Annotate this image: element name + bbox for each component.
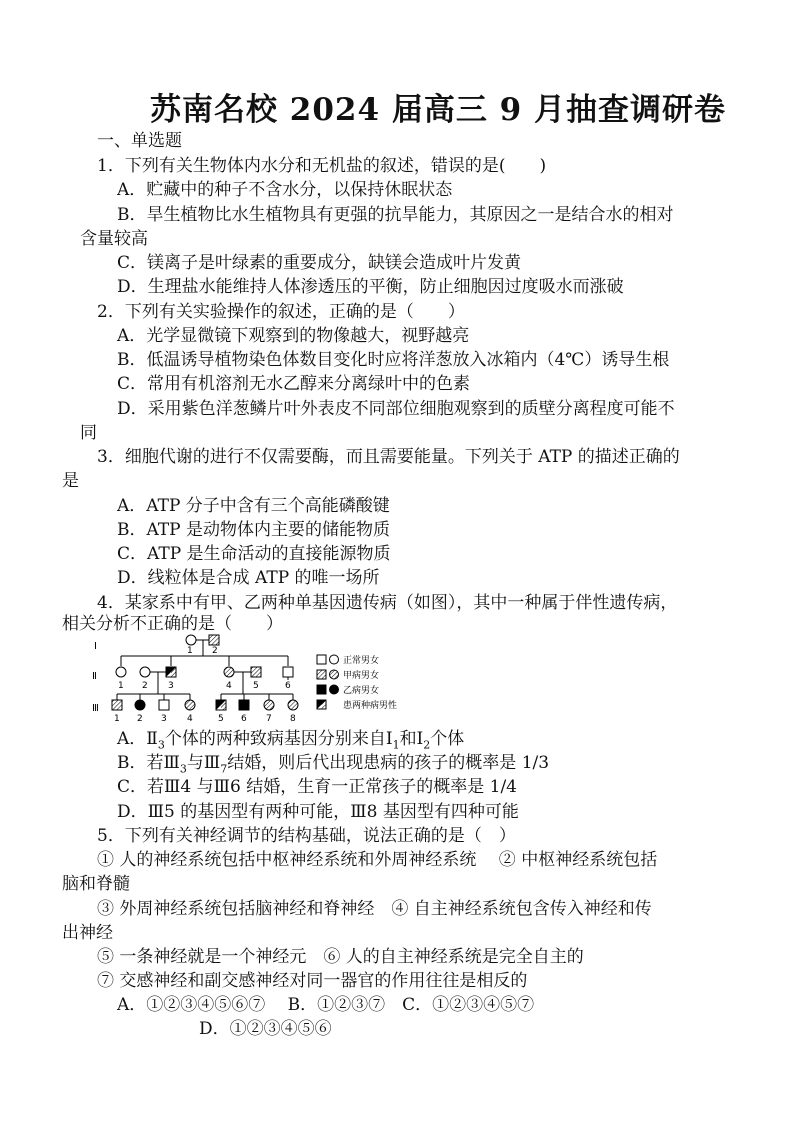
q1-option-d: D．生理盐水能维持人体渗透压的平衡，防止细胞因过度吸水而涨破 xyxy=(117,277,624,297)
ii1-female-normal xyxy=(116,667,126,677)
iii2-female-yi xyxy=(135,700,145,710)
ii5-male-jia xyxy=(251,667,261,677)
q5-statement-line-3: ③ 外周神经系统包括脑神经和脊神经 ④ 自主神经系统包含传入神经和传 xyxy=(97,899,652,919)
ii2-number: 2 xyxy=(142,681,148,691)
iii6-number: 6 xyxy=(241,714,247,724)
iii5-number: 5 xyxy=(218,714,224,724)
iii5-male-both xyxy=(216,700,226,710)
q4-stem-cont: 相关分析不正确的是（ ） xyxy=(62,614,283,634)
q5-statement-line-2: 脑和脊髓 xyxy=(62,874,130,894)
ii1-number: 1 xyxy=(118,681,124,691)
q2-option-d: D．采用紫色洋葱鳞片叶外表皮不同部位细胞观察到的质壁分离程度可能不 xyxy=(117,399,675,419)
legend-female-jia xyxy=(330,670,339,679)
i1-female-normal xyxy=(186,635,196,645)
q3-stem-cont: 是 xyxy=(62,471,79,491)
q1-option-b: B．旱生植物比水生植物具有更强的抗旱能力，其原因之一是结合水的相对 xyxy=(117,205,674,225)
q2-option-c: C．常用有机溶剂无水乙醇来分离绿叶中的色素 xyxy=(117,374,471,394)
q4-stem: 4．某家系中有甲、乙两种单基因遗传病（如图），其中一种属于伴性遗传病， xyxy=(97,593,678,613)
legend-yi-label: 乙病男女 xyxy=(343,686,380,696)
q2-option-b: B．低温诱导植物染色体数目变化时应将洋葱放入冰箱内（4℃）诱导生根 xyxy=(117,350,670,370)
legend-male-normal xyxy=(317,655,326,664)
q5-statement-line-5: ⑤ 一条神经就是一个神经元 ⑥ 人的自主神经系统是完全自主的 xyxy=(97,947,584,967)
q5-options-abc: A．①②③④⑤⑥⑦ B．①②③⑦ C．①②③④⑤⑦ xyxy=(117,995,535,1015)
legend-female-normal xyxy=(330,655,339,664)
exam-title: 苏南名校 2024 届高三 9 月抽查调研卷 xyxy=(150,92,727,128)
legend-normal-label: 正常男女 xyxy=(343,656,380,666)
q1-stem: 1．下列有关生物体内水分和无机盐的叙述，错误的是( ) xyxy=(97,156,547,176)
section-heading: 一、单选题 xyxy=(97,131,182,151)
q3-option-a: A．ATP 分子中含有三个高能磷酸键 xyxy=(117,496,390,516)
ii6-male-normal xyxy=(283,667,293,677)
gen-label-ii: Ⅱ xyxy=(92,671,97,682)
legend-both-label: 患两种病男性 xyxy=(343,701,398,711)
q4-option-c: C．若Ⅲ4 与Ⅲ6 结婚，生育一正常孩子的概率是 1/4 xyxy=(117,777,517,797)
i2-number: 2 xyxy=(212,646,218,656)
legend-male-jia xyxy=(317,670,326,679)
iii2-number: 2 xyxy=(137,714,143,724)
legend-female-yi xyxy=(330,685,339,694)
iii3-male-normal xyxy=(159,700,169,710)
i1-number: 1 xyxy=(187,646,193,656)
q4-option-d: D．Ⅲ5 的基因型有两种可能，Ⅲ8 基因型有四种可能 xyxy=(117,802,519,822)
q1-option-b-cont: 含量较高 xyxy=(80,229,148,249)
iii4-female-jia xyxy=(185,700,195,710)
iii1-number: 1 xyxy=(114,714,120,724)
ii3-number: 3 xyxy=(168,681,174,691)
ii6-number: 6 xyxy=(285,681,291,691)
q3-stem: 3．细胞代谢的进行不仅需要酶，而且需要能量。下列关于 ATP 的描述正确的 xyxy=(97,447,680,467)
q2-option-a: A．光学显微镜下观察到的物像越大，视野越亮 xyxy=(117,326,470,346)
q3-option-c: C．ATP 是生命活动的直接能源物质 xyxy=(117,544,391,564)
q5-statement-line-4: 出神经 xyxy=(62,923,113,943)
iii7-female-jia xyxy=(264,700,274,710)
ii2-female-normal xyxy=(140,667,150,677)
q1-option-c: C．镁离子是叶绿素的重要成分，缺镁会造成叶片发黄 xyxy=(117,253,522,273)
iii3-number: 3 xyxy=(161,714,167,724)
gen-i-group xyxy=(121,635,288,656)
i2-male-jia xyxy=(209,635,219,645)
legend-male-yi xyxy=(317,685,326,694)
ii3-male-both xyxy=(166,667,176,677)
q4-option-b: B．若$Ⅲ_3$与$Ⅲ_7$结婚，则后代出现患病的孩子的概率是 1/3 xyxy=(117,753,550,776)
ii4-number: 4 xyxy=(226,681,232,691)
pedigree-chart xyxy=(88,628,408,728)
gen-label-iii: Ⅲ xyxy=(92,703,99,714)
q1-option-a: A．贮藏中的种子不含水分，以保持休眠状态 xyxy=(117,180,453,200)
gen-label-i: I xyxy=(94,641,97,652)
iii4-number: 4 xyxy=(187,714,193,724)
ii5-number: 5 xyxy=(253,681,259,691)
gen-iii-group xyxy=(112,672,298,724)
q3-option-d: D．线粒体是合成 ATP 的唯一场所 xyxy=(117,568,380,588)
q4-option-a: A．$Ⅱ_3$个体的两种致病基因分别来自$I_1$和$I_2$个体 xyxy=(117,729,465,752)
legend-jia-label: 甲病男女 xyxy=(343,671,380,681)
q5-statement-line-6: ⑦ 交感神经和副交感神经对同一器官的作用往往是相反的 xyxy=(97,971,528,991)
q5-statement-line-1: ① 人的神经系统包括中枢神经系统和外周神经系统 ② 中枢神经系统包括 xyxy=(97,850,658,870)
ii4-female-jia xyxy=(224,667,234,677)
pedigree-legend xyxy=(317,654,397,711)
q2-stem: 2．下列有关实验操作的叙述，正确的是（ ） xyxy=(97,302,465,322)
iii7-number: 7 xyxy=(266,714,272,724)
iii6-male-yi xyxy=(239,700,249,710)
q5-stem: 5．下列有关神经调节的结构基础，说法正确的是（ ） xyxy=(97,826,516,846)
iii8-number: 8 xyxy=(290,714,296,724)
gen-ii-group xyxy=(116,656,300,691)
legend-male-both xyxy=(317,700,326,709)
q2-option-d-cont: 同 xyxy=(80,423,97,443)
iii8-female-jia xyxy=(288,700,298,710)
q5-option-d: D．①②③④⑤⑥ xyxy=(199,1019,332,1039)
q3-option-b: B．ATP 是动物体内主要的储能物质 xyxy=(117,520,391,540)
iii1-male-jia xyxy=(112,700,122,710)
